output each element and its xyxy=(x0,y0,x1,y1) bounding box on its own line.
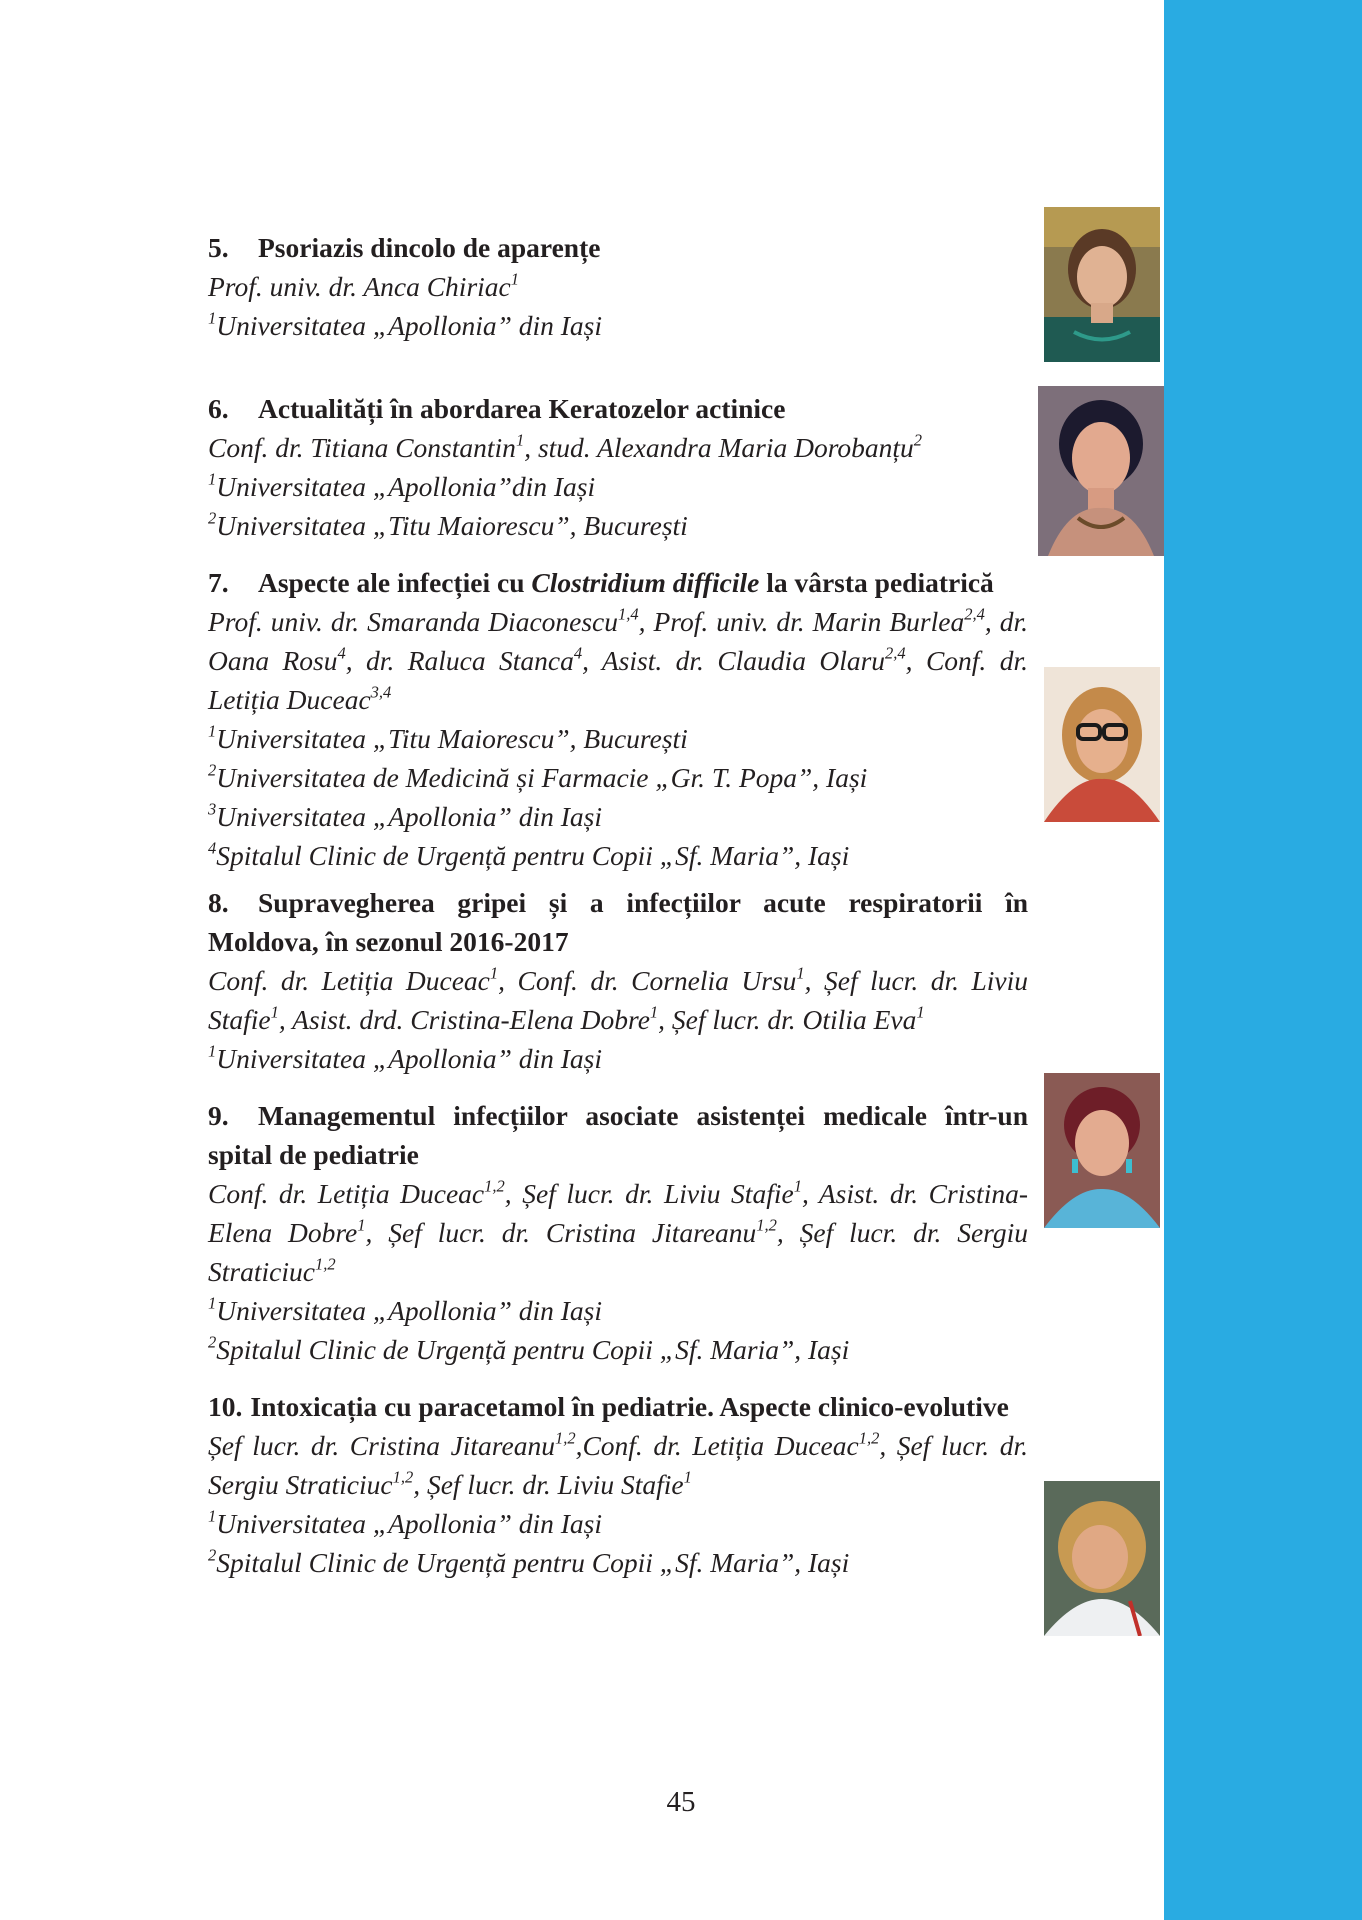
entry-authors: Șef lucr. dr. Cristina Jitareanu$^{1,2}$,Conf. dr. Letiția Duceac$^{1,2}$, Șef lucr. dr. Sergiu Straticiuc$^{1,2}$, Șef lucr. dr. Liviu Stafie$^1$ xyxy=(208,1428,1028,1500)
entry-title xyxy=(208,1096,1028,1174)
entry-5 xyxy=(208,228,1028,345)
entry-title-text: Supravegherea gripei și a infecțiilor acute respiratorii în Moldova, în sezonul 2016-2017 xyxy=(208,887,1028,957)
entry-title-text: Aspecte ale infecției cu Clostridium difficile la vârsta pediatrică xyxy=(258,567,994,598)
entry-title xyxy=(208,228,1028,267)
entry-authors: Conf. dr. Letiția Duceac$^1$, Conf. dr. Cornelia Ursu$^1$, Șef lucr. dr. Liviu Stafie$^1$, Asist. drd. Cristina-Elena Dobre$^1$, Șef lucr. dr. Otilia Eva$^1$ xyxy=(208,963,1028,1035)
entry-affiliation: $^1$Universitatea „Apollonia” din Iași xyxy=(208,1293,603,1326)
entry-number: 9. xyxy=(208,1100,229,1131)
entry-title-text: Managementul infecțiilor asociate asistenței medicale într-un spital de pediatrie xyxy=(208,1100,1028,1170)
portrait-photo xyxy=(1044,1481,1160,1636)
entry-affiliation: $^4$Spitalul Clinic de Urgență pentru Copii „Sf. Maria”, Iași xyxy=(208,838,850,871)
entry-affiliation: $^1$Universitatea „Titu Maiorescu”, București xyxy=(208,721,688,754)
entry-number: 6. xyxy=(208,393,229,424)
entry-number: 5. xyxy=(208,232,229,263)
entry-9 xyxy=(208,1096,1028,1369)
portrait-photo xyxy=(1044,1073,1160,1228)
portrait-photo xyxy=(1044,667,1160,822)
program-list xyxy=(208,228,1028,1582)
entry-authors: Prof. univ. dr. Smaranda Diaconescu$^{1,4}$, Prof. univ. dr. Marin Burlea$^{2,4}$, dr. Oana Rosu$^4$, dr. Raluca Stanca$^4$, Asist. dr. Claudia Olaru$^{2,4}$, Conf. dr. Letiția Duceac$^{3,4}$ xyxy=(208,604,1028,715)
entry-affiliation: $^2$Universitatea „Titu Maiorescu”, București xyxy=(208,508,688,541)
entry-6 xyxy=(208,389,1028,545)
entry-affiliation: $^1$Universitatea „Apollonia” din Iași xyxy=(208,308,603,341)
entry-affiliation: $^3$Universitatea „Apollonia” din Iași xyxy=(208,799,603,832)
entry-affiliation: $^1$Universitatea „Apollonia”din Iași xyxy=(208,469,596,502)
entry-affiliation: $^2$Spitalul Clinic de Urgență pentru Copii „Sf. Maria”, Iași xyxy=(208,1332,850,1365)
entry-title-text: Actualități în abordarea Keratozelor actinice xyxy=(258,393,786,424)
entry-number: 7. xyxy=(208,567,229,598)
entry-affiliation: $^2$Spitalul Clinic de Urgență pentru Copii „Sf. Maria”, Iași xyxy=(208,1545,850,1578)
entry-affiliation: $^1$Universitatea „Apollonia” din Iași xyxy=(208,1506,603,1539)
entry-affiliation: $^2$Universitatea de Medicină și Farmacie „Gr. T. Popa”, Iași xyxy=(208,760,868,793)
entry-title xyxy=(208,389,1028,428)
entry-8 xyxy=(208,883,1028,1078)
entry-title xyxy=(208,883,1028,961)
entry-title-text: Psoriazis dincolo de aparențe xyxy=(258,232,601,263)
entry-title xyxy=(208,1387,1028,1426)
entry-10 xyxy=(208,1387,1028,1582)
entry-number: 8. xyxy=(208,887,229,918)
entry-title-text: Intoxicația cu paracetamol în pediatrie. Aspecte clinico-evolutive xyxy=(250,1391,1009,1422)
side-color-band xyxy=(1164,0,1362,1920)
portrait-photo xyxy=(1044,207,1160,362)
entry-number: 10. xyxy=(208,1391,243,1422)
entry-title xyxy=(208,563,1028,602)
entry-affiliation: $^1$Universitatea „Apollonia” din Iași xyxy=(208,1041,603,1074)
portrait-photo xyxy=(1038,386,1164,556)
entry-authors: Conf. dr. Titiana Constantin$^1$, stud. Alexandra Maria Dorobanțu$^2$ xyxy=(208,430,923,463)
entry-7 xyxy=(208,563,1028,875)
entry-authors: Conf. dr. Letiția Duceac$^{1,2}$, Șef lucr. dr. Liviu Stafie$^1$, Asist. dr. Cristina-Elena Dobre$^1$, Șef lucr. dr. Cristina Jitareanu$^{1,2}$, Șef lucr. dr. Sergiu Straticiuc$^{1,2}$ xyxy=(208,1176,1028,1287)
entry-authors: Prof. univ. dr. Anca Chiriac$^1$ xyxy=(208,269,519,302)
page-number: 45 xyxy=(666,1786,696,1818)
